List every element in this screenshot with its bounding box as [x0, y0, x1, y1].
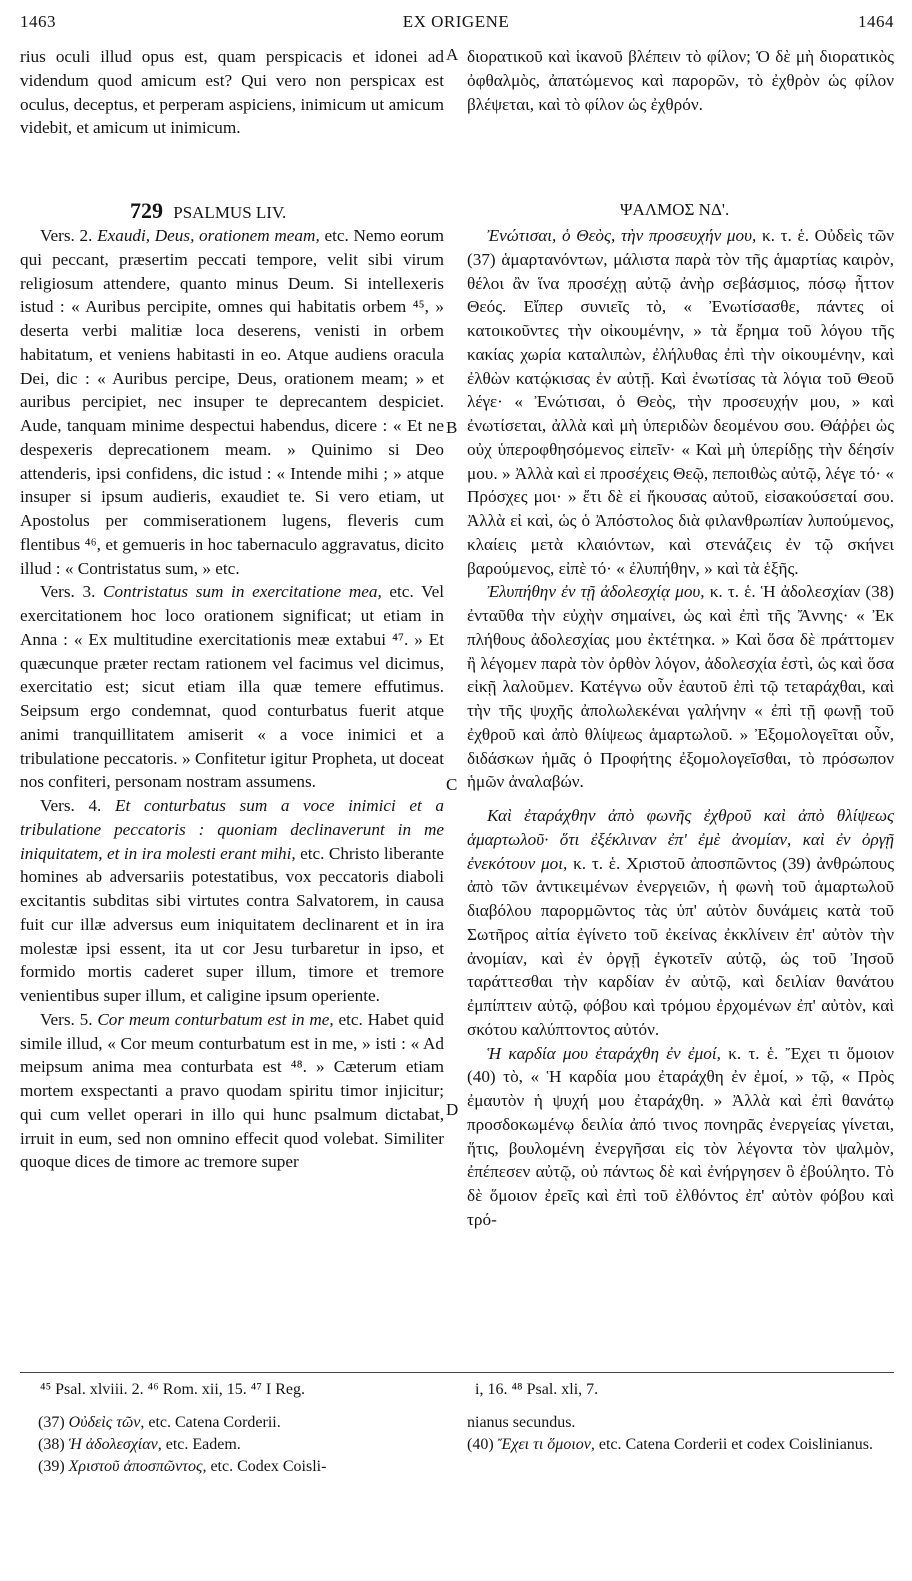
latin-verse-5: [20, 1008, 444, 1174]
column-number: 729: [130, 198, 163, 223]
note-38: (38) Ἡ ἀδολεσχίαν, etc. Eadem.: [38, 1436, 241, 1453]
latin-verse-4: [20, 794, 444, 1008]
margin-letter-b: B: [446, 418, 458, 437]
greek-intro-text: διορατικοῦ καὶ ἱκανοῦ βλέπειν τὸ φίλον; Ὁ δὲ μὴ διορατικὸς ὀφθαλμὸς, ἀπατώμενος καὶ παρορῶν, τὸ ἐχθρὸν ὡς φίλον βλέψεται, καὶ τὸ φίλον ὡς ἐχθρόν.: [467, 47, 894, 114]
verse-label: Vers. 3.: [40, 582, 96, 602]
page-number-left: 1463: [20, 12, 56, 31]
verse-commentary: etc. Vel exercitationem hoc loco orationem significat; ut etiam in Anna : « Ex multitudine exercitationis meæ extabui ⁴⁷. » Et quæcunque præter rectam rationem vel facimus vel dicimus, exercitatio est; sicut etiam illa quæ temere effutimus. Seipsum ergo condemnat, quod conturbatus fuerit atque animi tranquillitatem amiserit « a voce inimici et a tribulatione peccatoris. » Confitetur igitur Propheta, ut doceat nos confiteri, personam nostram assumens.: [20, 582, 444, 792]
margin-letter-a: A: [446, 45, 459, 64]
greek-body: [467, 224, 894, 1232]
verse-lemma: Καὶ ἐταράχθην ἀπὸ φωνῆς ἐχθροῦ καὶ ἀπὸ θλίψεως ἁμαρτωλοῦ· ὅτι ἐξέκλιναν ἐπ' ἐμὲ ἀνομίαν, καὶ ἐν ὀργῇ ἐνεκότουν μοι,: [467, 806, 894, 873]
greek-paragraph-2: [467, 580, 894, 794]
margin-letter-c: C: [446, 775, 458, 794]
verse-commentary: κ. τ. ἑ. Ἔχει τι ὅμοιον (40) τὸ, « Ἡ καρδία μου ἐταράχθη ἐν ἐμοί, » τῷ, « Πρὸς ἐμαυτὸν ἡ ψυχή μου ἐταράχθη. » Ἀλλὰ καὶ ἐπὶ θανάτῳ προσδοκωμένῳ δειλία ἀπό τινος πονηρᾶς ἐνεργείας γίνεται, ἥτις, βουλομένη ἐνεργῆσαι εἰς τὸν λέγοντα τὸν ψαλμὸν, ἐπέπεσεν αὐτῷ, οὐ πάντως δὲ καὶ ἐνήργησεν ὃ ἐβούλητο. Τὸ δὲ ὅμοιον ἐρεῖς καὶ ἐπὶ τοῦ ἐλθόντος ἐπ' αὐτὸν φόβου καὶ τρό-: [467, 1043, 894, 1229]
verse-commentary: etc. Habet quid simile illud, « Cor meum conturbatum est in me, » isti : « Ad meipsum anima mea conturbata est ⁴⁸. » Cæterum etiam mortem exspectanti a pravo quodam spiritu timor injicitur; qui cum vellet operari in illo qui hunc psalmum dictabat, irruit in eum, sed non omnino effecit quod volebat. Similiter quoque dices de timore ac tremore super: [20, 1009, 445, 1172]
verse-label: Vers. 2.: [40, 226, 93, 245]
verse-lemma: Exaudi, Deus, orationem meam,: [97, 226, 320, 245]
greek-intro: [467, 45, 894, 116]
greek-paragraph-4: [467, 1042, 894, 1232]
latin-body: [20, 224, 444, 1174]
verse-label: Vers. 5.: [40, 1009, 93, 1029]
latin-intro-text: rius oculi illud opus est, quam perspicacis et idonei ad videndum quod amicum est? Qui vero non perspicax est oculus, deceptus, et perperam aspiciens, inimicum ut amicum videbit, et amicum ut inimicum.: [20, 47, 444, 138]
verse-commentary: κ. τ. ἑ. Ἡ ἀδολεσχίαν (38) ἐνταῦθα τὴν εὐχὴν σημαίνει, ὡς καὶ ἐπὶ τῆς Ἄννης· « Ἐκ πλήθους ἀδολεσχίας μου ἐκτέτηκα. » Καὶ ὅσα δὲ πράττομεν ἢ λέγομεν παρὰ τὸν ὀρθὸν λόγον, ἀδολεσχία ἐστὶ, ὡς καὶ ὅσα εἰκῇ λαλοῦμεν. Κατέγνω οὖν ἑαυτοῦ ἐπὶ τῷ τεταράχθαι, καὶ τὴν τῆς ψυχῆς ἀπολωλεκέναι γαλήνην « ἐπὶ τῇ φωνῇ τοῦ ἐχθροῦ καὶ ἀπὸ θλίψεως ἁμαρτωλοῦ. » Ἐξομολογεῖται οὖν, διδάσκων ἡμᾶς ὁ Προφήτης ἐξομολογεῖσθαι, τὸ πρόσωπον ἡμῶν ἀναλαβών.: [467, 582, 895, 792]
scripture-refs-left: ⁴⁵ Psal. xlviii. 2. ⁴⁶ Rom. xii, 15. ⁴⁷ I Reg.: [40, 1381, 306, 1398]
verse-lemma: Et conturbatus sum a voce inimici et a tribulatione peccatoris : quoniam declinaverunt in me iniquitatem, et in ira molesti erant mihi,: [20, 796, 445, 863]
latin-verse-3: [20, 580, 444, 794]
note-40: (40) Ἔχει τι ὅμοιον, etc. Catena Corderii et codex Coislinianus.: [467, 1436, 874, 1453]
verse-lemma: Ἐλυπήθην ἐν τῇ ἀδολεσχίᾳ μου,: [487, 582, 705, 602]
page-number-right: 1464: [858, 12, 894, 31]
critical-notes-left: [38, 1412, 448, 1478]
verse-lemma: Cor meum conturbatum est in me,: [97, 1009, 334, 1029]
verse-lemma: Ἡ καρδία μου ἐταράχθη ἐν ἐμοί,: [487, 1043, 721, 1063]
verse-lemma: Ἐνώτισαι, ὁ Θεὸς, τὴν προσευχήν μου,: [487, 226, 757, 245]
verse-commentary: etc. Christo liberante homines ab adversariis potestatibus, vox peccatoris diaboli excitantis subditas sibi virtutes contra Salvatorem, in causa fuit cur illæ adversus eum iniquitatem declinarent et in ira molestæ ipsi essent, ita ut cor Jesu turbaretur in ipso, et formido mortis caderet super illum, timore et tremore venientibus super illum, et caligine ipsum operiente.: [20, 843, 445, 1005]
note-39: (39) Χριστοῦ ἀποσπῶντος, etc. Codex Coisli-: [38, 1458, 327, 1475]
note-37: (37) Οὐδεὶς τῶν, etc. Catena Corderii.: [38, 1414, 281, 1431]
verse-lemma: Contristatus sum in exercitatione mea,: [103, 582, 382, 602]
greek-paragraph-1: [467, 224, 894, 580]
critical-notes-right: [467, 1412, 894, 1456]
latin-verse-2: [20, 224, 444, 580]
scripture-refs-right: i, 16. ⁴⁸ Psal. xli, 7.: [475, 1381, 599, 1398]
note-39-continued: nianus secundus.: [467, 1414, 576, 1431]
verse-commentary: etc. Nemo eorum qui peccant, præsertim peccati tempore, velit sibi virum religiosum attendere, quanto minus Deum. Si intellexeris istud : « Auribus percipite, omnes qui habitatis orbem ⁴⁵, » deserta verbi malitiæ loca deserens, venisti in orbem habitatum, et veniens habitasti in eo. Atque audiens oracula Dei, dic : « Auribus percipe, Deus, orationem meam; » et auribus percipiet, nec insuper te deprecantem despiciet. Aude, tanquam minime despectui habendus, dicere : « Et ne despexeris deprecationem meam. » Quinimo si Deo attenderis, ipsi confidens, dic istud : « Intende mihi ; » atque insuper si ipsum audieris, exaudiet te. Si vero etiam, ut Apostolus per commiserationem lugens, fleveris cum flentibus ⁴⁶, et gemueris in hoc tabernaculo aggravatus, dicito illud : « Contristatus sum, » etc.: [20, 226, 445, 578]
verse-commentary: κ. τ. ἑ. Χριστοῦ ἀποσπῶντος (39) ἀνθρώπους ἀπὸ τῶν ἀντικειμένων ἐνεργειῶν, ἡ φωνὴ τοῦ ἁμαρτωλοῦ διαβόλου παρορμῶντος τὰς ὑπ' αὐτὸν δυνάμεις κατὰ τοῦ Σωτῆρος αἰτία ἐγίνετο τοῦ ἐκείνας ἐκκλίνειν ἐπ' αὐτὸν τὴν ἀνομίαν, καὶ ἐν ὀργῇ ἐγκοτεῖν αὐτῷ, ὡς τοῦ Ἰησοῦ ταράττεσθαι τὴν καρδίαν ἐν αὐτῷ, καὶ δειλίαν θανάτου ἐμπίπτειν αὐτῷ, φόβου καὶ τρόμου ἐρχομένων ἐπ' αὐτὸν, καὶ σκότου καλύπτοντος αὐτόν.: [467, 853, 894, 1039]
running-title: EX ORIGENE: [402, 12, 510, 31]
latin-intro: [20, 45, 444, 140]
margin-letter-d: D: [446, 1100, 459, 1119]
verse-label: Vers. 4.: [40, 796, 102, 815]
latin-psalm-heading: [130, 198, 286, 224]
greek-paragraph-3: [467, 804, 894, 1042]
footnote-rule: [20, 1372, 894, 1373]
latin-psalm-title: PSALMUS LIV.: [173, 203, 287, 222]
greek-psalm-title: ΨΑΛΜΟΣ ΝΔ'.: [620, 200, 730, 219]
verse-commentary: κ. τ. ἑ. Οὐδεὶς τῶν (37) ἁμαρτανόντων, μάλιστα παρὰ τὸν τῆς ἁμαρτίας καιρὸν, θέλοι ἂν ἵνα προσέχῃ αὐτῷ ἀνὴρ σεβάσμιος, πόσῳ ἧττον Θεός. Εἴπερ συνιεῖς τὸ, « Ἐνωτίσασθε, πάντες οἱ κατοικοῦντες τὴν οἰκουμένην, » τὰ ἔρημα τοῦ λόγου τῆς κακίας χωρία καταλιπὼν, ἐλήλυθας ἐπὶ τὴν οἰκουμένην, καὶ ἐλθὼν κατῴκισας ἐν αὐτῇ. Καὶ ἐνωτίσας τὰ λόγια τοῦ Θεοῦ λέγε· « Ἐνώτισαι, ὁ Θεὸς, τὴν προσευχήν μου, » καὶ ἐνωτίσεται, ἀλλὰ καὶ μὴ ὑπεριδὼν δεομένου σου. Θάῤῥει ὡς οὐχ ὑπεροφθησόμενος εἰπεῖν· « Καὶ μὴ ὑπερίδῃς τὴν δέησίν μου. » Ἀλλὰ καὶ εἰ προσέχεις Θεῷ, πεποιθὼς αὐτῷ, λέγε τό· « Πρόσχες μοι· » ἔτι δὲ εἰ ἤκουσας αὐτοῦ, εἰσακούσεταί σου. Ἀλλὰ εἰ καὶ, ὡς ὁ Ἀπόστολος διὰ φιλανθρωπίαν λυπούμενος, κλαίεις μετὰ κλαιόντων, καὶ στενάζεις ἐν τῷ σκήνει βαρούμενος, εἰπὲ τό· « ἐλυπήθην, » καὶ τὰ ἑξῆς.: [467, 226, 894, 578]
